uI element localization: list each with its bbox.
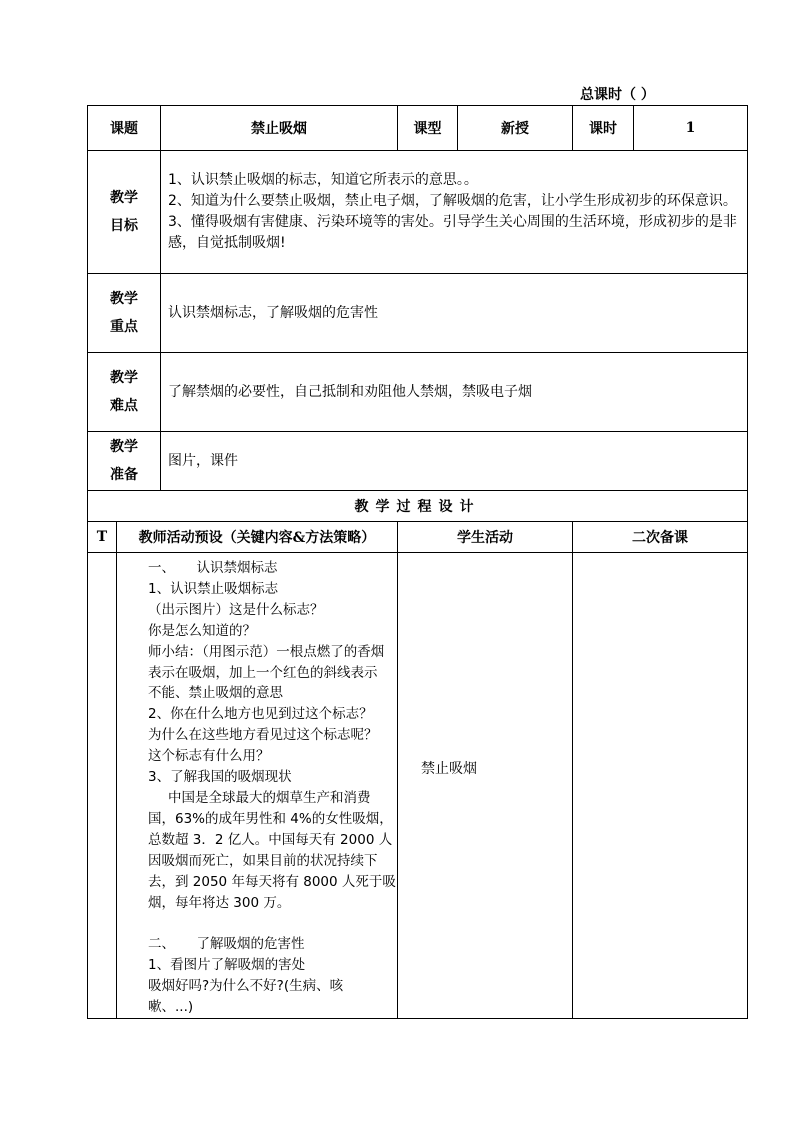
objective-1: 1、认识禁止吸烟的标志，知道它所表示的意思。。 [168,172,478,188]
teacher-line: 为什么在这些地方看见过这个标志呢？ [148,727,378,744]
teacher-line: 师小结：（用图示范）一根点燃了的香烟 [148,643,385,660]
col-teacher: 教师活动预设（关键内容&方法策略） [117,522,398,553]
teacher-line [124,913,397,934]
teacher-line: 中国是全球最大的烟草生产和消费 [168,789,371,806]
teacher-line: 你是怎么知道的？ [148,622,256,639]
key-points-text: 认识禁烟标志，了解吸烟的危害性 [161,274,748,353]
teacher-line: 1、认识禁止吸烟标志 [148,580,279,597]
student-activity: 禁止吸烟 [398,553,573,1019]
preparation-text: 图片，课件 [161,432,748,491]
objective-2: 2、知道为什么要禁止吸烟，禁止电子烟，了解吸烟的危害，让小学生形成初步的环保意识。 [168,193,737,209]
process-title-row [88,491,748,522]
difficulties-text: 了解禁烟的必要性，自己抵制和劝阻他人禁烟，禁吸电子烟 [161,353,748,432]
objectives-text [161,151,748,274]
teacher-line: 一、 认识禁烟标志 [148,560,278,576]
teacher-line: 总数超 3．2 亿人。中国每天有 2000 人 [148,831,393,848]
teacher-line: 二、 了解吸烟的危害性 [148,936,305,953]
objective-3: 3、懂得吸烟有害健康、污染环境等的害处。引导学生关心周围的生活环境，形成初步的是非感，自觉抵制吸烟! [168,214,737,251]
teacher-line: 3、了解我国的吸烟现状 [148,769,292,786]
process-title: 教学过程设计 [88,491,748,522]
type-value: 新授 [458,106,573,151]
col-t: T [88,522,117,553]
teacher-line: 不能、禁止吸烟的意思 [148,685,283,702]
total-hours: 总课时（ ） [580,87,655,103]
preparation-label: 教学 准备 [88,432,161,491]
process-body-row [88,553,748,1019]
objectives-row [88,151,748,274]
teacher-line: 2、你在什么地方也见到过这个标志？ [148,706,373,723]
teacher-line: 因吸烟而死亡，如果目前的状况持续下 [148,852,378,869]
teacher-line: 表示在吸烟，加上一个红色的斜线表示 [148,664,378,681]
t-cell [88,553,117,1019]
second-prep [573,553,748,1019]
process-header-row [88,522,748,553]
topic-label: 课题 [88,106,161,151]
teacher-line: 吸烟好吗?为什么不好?(生病、咳 [148,978,344,995]
key-points-row [88,274,748,353]
teacher-line: 去，到 2050 年每天将有 8000 人死于吸 [148,873,396,890]
lesson-plan-table [87,105,748,1019]
difficulties-row [88,353,748,432]
key-points-label: 教学 重点 [88,274,161,353]
teacher-line: （出示图片）这是什么标志？ [148,601,324,618]
col-student: 学生活动 [398,522,573,553]
difficulties-label: 教学 难点 [88,353,161,432]
header-row [88,106,748,151]
teacher-line: 嗽、...) [148,999,194,1016]
teacher-line: 烟，每年将达 300 万。 [148,894,291,911]
teacher-line: 这个标志有什么用？ [148,748,270,765]
preparation-row [88,432,748,491]
objectives-label: 教学 目标 [88,151,161,274]
teacher-line: 1、看图片了解吸烟的害处 [148,957,306,974]
hour-label: 课时 [573,106,634,151]
teacher-line: 国，63%的成年男性和 4%的女性吸烟， [148,810,393,827]
hour-value: 1 [634,106,748,151]
topic-value: 禁止吸烟 [161,106,398,151]
teacher-activity [117,553,398,1019]
type-label: 课型 [398,106,458,151]
col-second: 二次备课 [573,522,748,553]
